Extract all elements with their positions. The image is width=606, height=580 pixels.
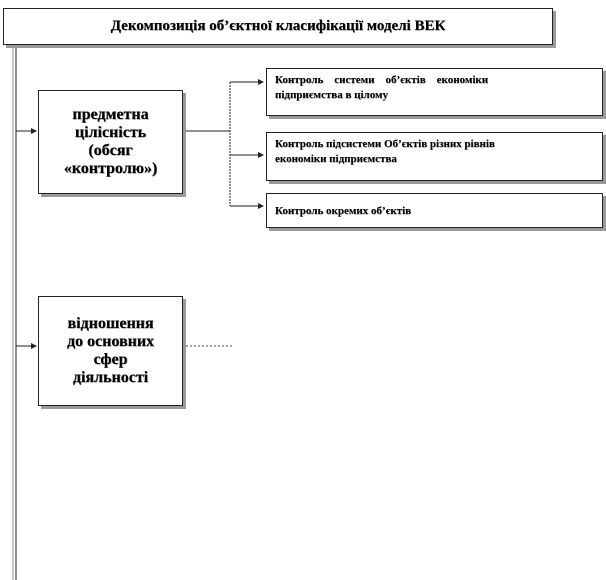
- subcategory-box-whole-system: [266, 68, 603, 116]
- subcategory-label-line: підприємства в цілому: [275, 89, 389, 101]
- subcategory-label-line: Контроль підсистеми Об’єктів різних рівнів: [275, 138, 495, 150]
- subcategory-label-line: Контроль окремих об’єктів: [275, 205, 412, 217]
- category-box-activity-spheres: [38, 296, 183, 406]
- category-label: предметна цілісність (обсяг «контролю»): [63, 106, 158, 177]
- subcategory-label-line: економіки підприємства: [275, 153, 397, 165]
- diagram-title: Декомпозиція об’єктної класифікації моделі ВЕК: [3, 8, 553, 45]
- category-label: відношення до основних сфер діяльності: [66, 315, 155, 386]
- subcategory-box-subsystem: [266, 132, 603, 181]
- category-box-subject-integrity: [38, 90, 183, 194]
- subcategory-box-individual-objects: [266, 193, 603, 228]
- subcategory-label-line: Контроль системи об’єктів економіки: [275, 74, 489, 86]
